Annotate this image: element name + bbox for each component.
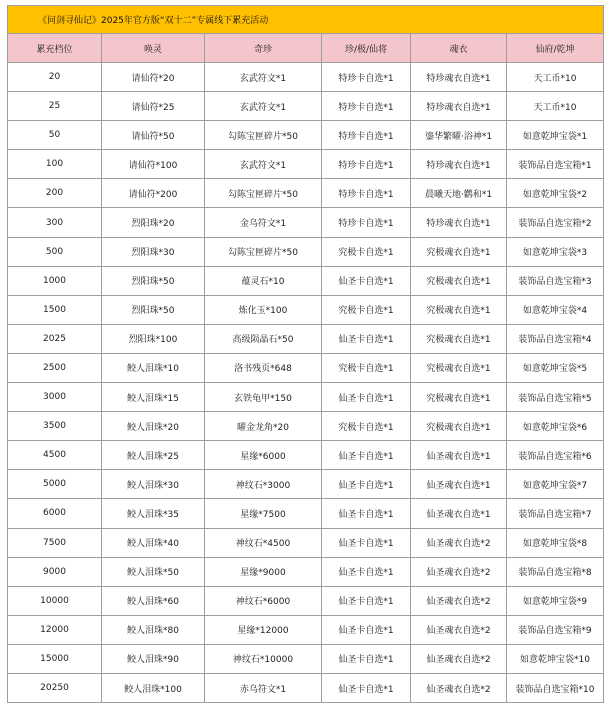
summon-cell: 鲛人泪珠*100 (102, 673, 205, 702)
treasure-cell: 蕴灵石*10 (205, 266, 322, 295)
costume-cell: 仙圣魂衣自选*2 (411, 673, 507, 702)
mansion-cell: 装饰品自选宝箱*2 (507, 208, 604, 237)
mansion-cell: 装饰品自选宝箱*8 (507, 557, 604, 586)
tier-cell: 25 (8, 92, 102, 121)
treasure-cell: 高级陨晶石*50 (205, 324, 322, 353)
tier-cell: 15000 (8, 644, 102, 673)
general-cell: 仙圣卡自选*1 (322, 470, 411, 499)
tier-cell: 100 (8, 150, 102, 179)
general-cell: 特珍卡自选*1 (322, 92, 411, 121)
reward-table (7, 5, 604, 703)
general-cell: 仙圣卡自选*1 (322, 557, 411, 586)
treasure-cell: 星缘*12000 (205, 615, 322, 644)
treasure-cell: 星缘*9000 (205, 557, 322, 586)
treasure-cell: 勾陈宝匣碎片*50 (205, 237, 322, 266)
costume-cell: 仙圣魂衣自选*2 (411, 586, 507, 615)
tier-cell: 5000 (8, 470, 102, 499)
summon-cell: 烈阳珠*50 (102, 266, 205, 295)
costume-cell: 仙圣魂衣自选*2 (411, 528, 507, 557)
table-row (8, 179, 604, 208)
summon-cell: 鲛人泪珠*10 (102, 353, 205, 382)
costume-cell: 仙圣魂衣自选*2 (411, 615, 507, 644)
tier-cell: 2500 (8, 353, 102, 382)
summon-cell: 烈阳珠*50 (102, 295, 205, 324)
summon-cell: 请仙符*25 (102, 92, 205, 121)
tier-cell: 1000 (8, 266, 102, 295)
summon-cell: 鲛人泪珠*80 (102, 615, 205, 644)
mansion-cell: 装饰品自选宝箱*5 (507, 383, 604, 412)
tier-cell: 12000 (8, 615, 102, 644)
treasure-cell: 玄武符文*1 (205, 63, 322, 92)
tier-cell: 4500 (8, 441, 102, 470)
reward-sheet (7, 5, 603, 703)
costume-cell: 晨曦天地·鹳和*1 (411, 179, 507, 208)
general-cell: 仙圣卡自选*1 (322, 383, 411, 412)
tier-cell: 6000 (8, 499, 102, 528)
table-body (8, 63, 604, 703)
general-cell: 特珍卡自选*1 (322, 63, 411, 92)
costume-cell: 究极魂衣自选*1 (411, 412, 507, 441)
table-row (8, 121, 604, 150)
treasure-cell: 勾陈宝匣碎片*50 (205, 179, 322, 208)
table-row (8, 528, 604, 557)
tier-cell: 2025 (8, 324, 102, 353)
table-row (8, 208, 604, 237)
title-row (8, 6, 604, 34)
treasure-cell: 勾陈宝匣碎片*50 (205, 121, 322, 150)
treasure-cell: 曜金龙角*20 (205, 412, 322, 441)
costume-cell: 究极魂衣自选*1 (411, 295, 507, 324)
table-row (8, 150, 604, 179)
costume-cell: 究极魂衣自选*1 (411, 383, 507, 412)
treasure-cell: 神纹石*10000 (205, 644, 322, 673)
tier-cell: 7500 (8, 528, 102, 557)
general-cell: 仙圣卡自选*1 (322, 586, 411, 615)
mansion-cell: 装饰品自选宝箱*7 (507, 499, 604, 528)
general-cell: 究极卡自选*1 (322, 295, 411, 324)
table-row (8, 441, 604, 470)
column-header-summon: 唤灵 (102, 34, 205, 63)
table-row (8, 470, 604, 499)
costume-cell: 鎏华繁曜·浴神*1 (411, 121, 507, 150)
table-row (8, 499, 604, 528)
mansion-cell: 如意乾坤宝袋*1 (507, 121, 604, 150)
mansion-cell: 天工币*10 (507, 92, 604, 121)
costume-cell: 特珍魂衣自选*1 (411, 63, 507, 92)
general-cell: 仙圣卡自选*1 (322, 673, 411, 702)
mansion-cell: 如意乾坤宝袋*3 (507, 237, 604, 266)
treasure-cell: 玄武符文*1 (205, 150, 322, 179)
general-cell: 究极卡自选*1 (322, 237, 411, 266)
general-cell: 特珍卡自选*1 (322, 150, 411, 179)
tier-cell: 1500 (8, 295, 102, 324)
general-cell: 仙圣卡自选*1 (322, 644, 411, 673)
treasure-cell: 金乌符文*1 (205, 208, 322, 237)
summon-cell: 鲛人泪珠*40 (102, 528, 205, 557)
summon-cell: 鲛人泪珠*50 (102, 557, 205, 586)
treasure-cell: 赤乌符文*1 (205, 673, 322, 702)
costume-cell: 特珍魂衣自选*1 (411, 92, 507, 121)
treasure-cell: 神纹石*3000 (205, 470, 322, 499)
general-cell: 究极卡自选*1 (322, 412, 411, 441)
tier-cell: 300 (8, 208, 102, 237)
costume-cell: 特珍魂衣自选*1 (411, 150, 507, 179)
column-header-costume: 魂衣 (411, 34, 507, 63)
summon-cell: 请仙符*100 (102, 150, 205, 179)
general-cell: 仙圣卡自选*1 (322, 615, 411, 644)
sheet-title: 《问剑寻仙记》2025年官方版“双十二”专属线下累充活动 (8, 6, 604, 34)
column-header-general: 珍/极/仙将 (322, 34, 411, 63)
general-cell: 特珍卡自选*1 (322, 179, 411, 208)
table-row (8, 353, 604, 382)
general-cell: 仙圣卡自选*1 (322, 324, 411, 353)
header-row (8, 34, 604, 63)
table-row (8, 63, 604, 92)
costume-cell: 仙圣魂衣自选*1 (411, 499, 507, 528)
mansion-cell: 装饰品自选宝箱*10 (507, 673, 604, 702)
treasure-cell: 炼化玉*100 (205, 295, 322, 324)
table-row (8, 673, 604, 702)
costume-cell: 究极魂衣自选*1 (411, 324, 507, 353)
column-header-treasure: 奇珍 (205, 34, 322, 63)
table-row (8, 237, 604, 266)
table-row (8, 266, 604, 295)
table-row (8, 324, 604, 353)
table-row (8, 383, 604, 412)
general-cell: 仙圣卡自选*1 (322, 528, 411, 557)
summon-cell: 烈阳珠*100 (102, 324, 205, 353)
treasure-cell: 洛书残页*648 (205, 353, 322, 382)
general-cell: 仙圣卡自选*1 (322, 441, 411, 470)
table-row (8, 412, 604, 441)
summon-cell: 请仙符*200 (102, 179, 205, 208)
mansion-cell: 装饰品自选宝箱*6 (507, 441, 604, 470)
costume-cell: 仙圣魂衣自选*2 (411, 557, 507, 586)
table-row (8, 557, 604, 586)
costume-cell: 仙圣魂衣自选*2 (411, 644, 507, 673)
table-row (8, 615, 604, 644)
tier-cell: 9000 (8, 557, 102, 586)
costume-cell: 特珍魂衣自选*1 (411, 208, 507, 237)
mansion-cell: 如意乾坤宝袋*7 (507, 470, 604, 499)
general-cell: 特珍卡自选*1 (322, 121, 411, 150)
table-row (8, 295, 604, 324)
mansion-cell: 装饰品自选宝箱*3 (507, 266, 604, 295)
costume-cell: 仙圣魂衣自选*1 (411, 441, 507, 470)
costume-cell: 究极魂衣自选*1 (411, 353, 507, 382)
treasure-cell: 玄武符文*1 (205, 92, 322, 121)
tier-cell: 20250 (8, 673, 102, 702)
costume-cell: 究极魂衣自选*1 (411, 237, 507, 266)
mansion-cell: 天工币*10 (507, 63, 604, 92)
treasure-cell: 神纹石*4500 (205, 528, 322, 557)
summon-cell: 鲛人泪珠*90 (102, 644, 205, 673)
table-row (8, 644, 604, 673)
general-cell: 仙圣卡自选*1 (322, 499, 411, 528)
column-header-mansion: 仙府/乾坤 (507, 34, 604, 63)
mansion-cell: 如意乾坤宝袋*10 (507, 644, 604, 673)
summon-cell: 鲛人泪珠*20 (102, 412, 205, 441)
tier-cell: 50 (8, 121, 102, 150)
mansion-cell: 如意乾坤宝袋*8 (507, 528, 604, 557)
mansion-cell: 如意乾坤宝袋*2 (507, 179, 604, 208)
summon-cell: 鲛人泪珠*25 (102, 441, 205, 470)
costume-cell: 仙圣魂衣自选*1 (411, 470, 507, 499)
general-cell: 特珍卡自选*1 (322, 208, 411, 237)
treasure-cell: 玄铁龟甲*150 (205, 383, 322, 412)
summon-cell: 烈阳珠*30 (102, 237, 205, 266)
mansion-cell: 如意乾坤宝袋*5 (507, 353, 604, 382)
mansion-cell: 如意乾坤宝袋*9 (507, 586, 604, 615)
general-cell: 究极卡自选*1 (322, 353, 411, 382)
summon-cell: 鲛人泪珠*35 (102, 499, 205, 528)
tier-cell: 3500 (8, 412, 102, 441)
table-row (8, 92, 604, 121)
treasure-cell: 星缘*6000 (205, 441, 322, 470)
summon-cell: 请仙符*50 (102, 121, 205, 150)
mansion-cell: 如意乾坤宝袋*6 (507, 412, 604, 441)
treasure-cell: 神纹石*6000 (205, 586, 322, 615)
mansion-cell: 装饰品自选宝箱*4 (507, 324, 604, 353)
costume-cell: 究极魂衣自选*1 (411, 266, 507, 295)
general-cell: 仙圣卡自选*1 (322, 266, 411, 295)
column-header-tier: 累充档位 (8, 34, 102, 63)
summon-cell: 鲛人泪珠*15 (102, 383, 205, 412)
tier-cell: 3000 (8, 383, 102, 412)
tier-cell: 500 (8, 237, 102, 266)
mansion-cell: 装饰品自选宝箱*1 (507, 150, 604, 179)
table-row (8, 586, 604, 615)
treasure-cell: 星缘*7500 (205, 499, 322, 528)
summon-cell: 鲛人泪珠*30 (102, 470, 205, 499)
tier-cell: 20 (8, 63, 102, 92)
mansion-cell: 装饰品自选宝箱*9 (507, 615, 604, 644)
tier-cell: 10000 (8, 586, 102, 615)
summon-cell: 烈阳珠*20 (102, 208, 205, 237)
mansion-cell: 如意乾坤宝袋*4 (507, 295, 604, 324)
tier-cell: 200 (8, 179, 102, 208)
summon-cell: 请仙符*20 (102, 63, 205, 92)
summon-cell: 鲛人泪珠*60 (102, 586, 205, 615)
